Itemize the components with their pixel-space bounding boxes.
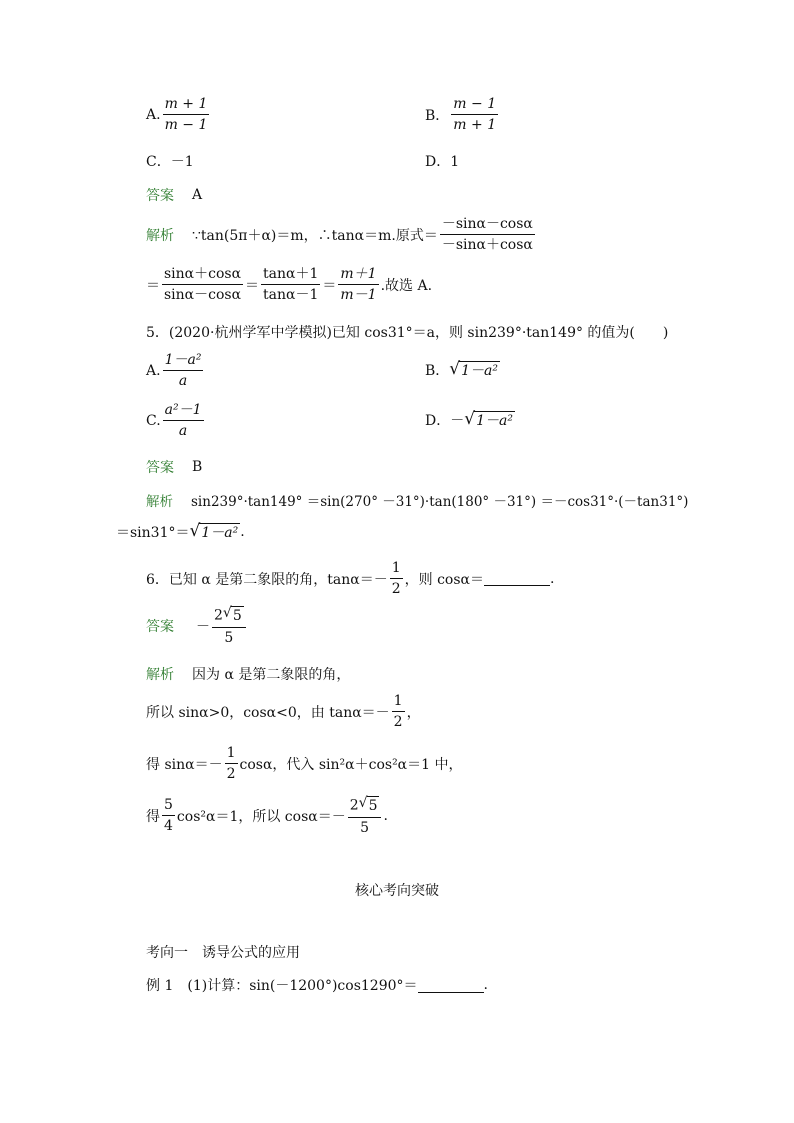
q6-analysis-line1: 解析 因为 α 是第二象限的角， [146,664,350,684]
analysis-label: 解析 [146,494,173,510]
answer-label: 答案 [146,618,174,635]
fraction: $\frac{1}{2}$ [393,693,403,731]
q4-option-d: D．1 [425,154,460,170]
fraction: $\frac{-\sin\alpha-\cos\alpha}{-\sin\alpha+\cos\alpha}$ [441,216,533,254]
analysis-label: 解析 [146,227,174,244]
q5-option-c: C. $\frac{\text{a²－1}}{a}$ [146,402,202,440]
q6-stem: 6．已知 α 是第二象限的角，tanα＝－ $\frac{1}{2}$ ，则 cosα＝ . [146,560,555,598]
q5-option-a: A. $\frac{\text{1－a²}}{a}$ [146,352,202,390]
fraction: $\frac{1}{2}$ [391,560,401,598]
q5-option-b: B． √ 1－a² [425,358,499,379]
fraction: 2 √ 5 5 [212,606,246,646]
fraction: $\frac{\text{a²－1}}{a}$ [164,402,202,440]
topic-heading: 考向一 诱导公式的应用 [146,945,300,961]
fraction: $\frac{\tan\alpha+1}{\tan\alpha-1}$ [263,266,319,304]
q4-option-b [425,96,500,133]
q5-analysis-line2: ＝sin31°＝ √ 1－a² . [116,520,245,541]
answer-value: A [192,187,203,203]
q6-analysis-line3: 得 sinα＝－ $\frac{1}{2}$ cosα，代入 sin²α＋cos²α＝1 中， [146,745,463,783]
answer-label: 答案 [146,460,174,476]
sqrt: √ 1－a² [449,358,499,379]
answer-label: 答案 [146,188,174,204]
answer-blank[interactable] [484,571,550,586]
section-title: 核心考向突破 [355,883,439,899]
fraction: $\frac{m + 1}{m - 1}$ [164,96,208,134]
q5-option-d: D．－ √ 1－a² [425,408,513,429]
option-label: B． [425,107,450,124]
analysis-label: 解析 [146,667,174,683]
q5-answer [146,457,202,477]
option-label: A. [146,106,161,123]
q4-analysis-line1: 解析 ∵tan(5π＋α)＝m，∴tanα＝m.原式＝ $\frac{-\sin\alpha-\cos\alpha}{-\sin\alpha+\cos\alpha}$ [146,216,533,254]
q5-analysis-line1: 解析 sin239°·tan149° ＝sin(270° －31°)·tan(180° －31°) ＝－cos31°·(－tan31°) [146,490,688,510]
fraction: $\frac{5}{4}$ [164,797,173,835]
q4-answer [146,185,202,205]
sqrt: √ 1－a² [189,520,239,541]
fraction: $\frac{\sin\alpha+\cos\alpha}{\sin\alpha-\cos\alpha}$ [164,266,242,304]
q6-analysis-line2: 所以 sinα>0，cosα<0，由 tanα＝－ $\frac{1}{2}$ ， [146,693,421,731]
fraction: $\frac{m+1}{m-1}$ [340,266,377,304]
q6-answer: 答案 － 2 √ 5 5 [146,606,248,646]
answer-blank[interactable] [418,978,484,993]
fraction: $\frac{m - 1}{m + 1}$ [453,96,497,134]
fraction: $\frac{1}{2}$ [226,745,236,783]
q4-analysis-line2: ＝ $\frac{\sin\alpha+\cos\alpha}{\sin\alpha-\cos\alpha}$ ＝ $\frac{\tan\alpha+1}{\tan\alpha-1}$ ＝ $\frac{m+1}{m-1}$ .故选 A. [146,266,433,304]
q5-stem: 5．(2020·杭州学军中学模拟)已知 cos31°＝a，则 sin239°·tan149° 的值为( ) [146,325,669,341]
q4-option-a [146,96,211,133]
q6-analysis-line4: 得 $\frac{5}{4}$ cos²α＝1，所以 cosα＝－ 2 √ 5 5 . [146,795,388,836]
sqrt: √ 1－a² [464,408,513,429]
answer-value: B [192,459,203,475]
fraction: 2 √ 5 5 [348,796,382,836]
example-1: 例 1 (1)计算：sin(－1200°)cos1290°＝ . [146,977,488,994]
fraction: $\frac{\text{1－a²}}{a}$ [164,352,202,390]
q4-option-c: C．－1 [146,154,194,170]
